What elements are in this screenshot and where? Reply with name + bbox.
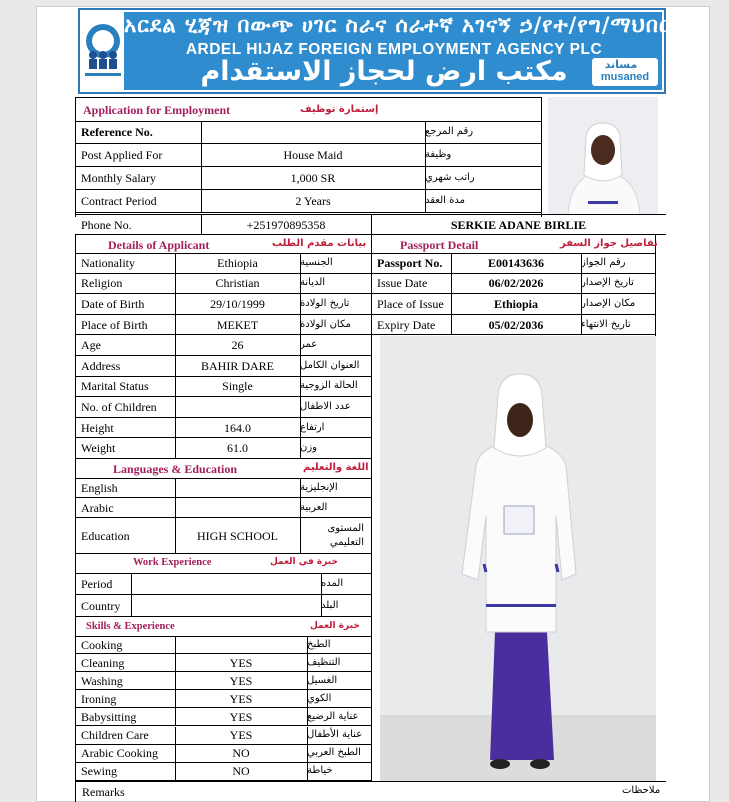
applicant-row-label: Date of Birth — [81, 296, 145, 311]
application-row — [75, 144, 542, 167]
applicant-row-value: 29/10/1999 — [210, 296, 265, 311]
passport-row-value: E00143636 — [487, 255, 544, 270]
applicant-row — [75, 418, 372, 439]
passport-row — [371, 294, 656, 315]
skill-row-value: YES — [229, 709, 253, 724]
application-row-value: 1,000 SR — [290, 171, 336, 185]
application-row-value: 2 Years — [295, 194, 331, 208]
work-row-value — [131, 595, 321, 616]
applicant-full-body-photo — [380, 336, 656, 782]
skill-row-label: Ironing — [81, 691, 117, 706]
passport-row-label-ar: تاريخ الانتهاء — [581, 318, 631, 330]
work-row-label-ar: البلد — [321, 599, 339, 611]
phone-value: +251970895358 — [246, 217, 326, 232]
applicant-row-label: No. of Children — [81, 399, 157, 414]
applicant-row — [75, 315, 372, 336]
language-row-label: English — [81, 480, 118, 495]
work-row-label: Period — [81, 576, 113, 591]
passport-row — [371, 274, 656, 295]
applicant-row-label-ar: تاريخ الولادة — [300, 297, 350, 309]
skill-row — [75, 727, 372, 745]
applicant-row-label: Marital Status — [81, 379, 149, 394]
skill-row-label: Sewing — [81, 764, 117, 779]
skill-row-label: Washing — [81, 673, 123, 688]
skill-row-value: NO — [232, 764, 250, 779]
application-row-label: Post Applied For — [81, 148, 163, 162]
applicant-row-label: Weight — [81, 441, 116, 456]
applicant-name: SERKIE ADANE BIRLIE — [450, 217, 587, 232]
phone-label: Phone No. — [81, 217, 132, 232]
skill-row-value: YES — [229, 691, 253, 706]
applicant-row — [75, 438, 372, 459]
application-row — [75, 190, 542, 213]
applicant-row — [75, 377, 372, 398]
application-row — [75, 167, 542, 190]
applicant-portrait-photo — [548, 97, 658, 215]
remarks-label-ar: ملاحظات — [622, 785, 661, 796]
applicant-row-label: Age — [81, 338, 101, 353]
applicant-section-title-ar: بيانات مقدم الطلب — [272, 238, 367, 249]
language-row-value — [175, 478, 300, 497]
languages-section-title-ar: اللغة والتعليم — [303, 462, 369, 473]
skill-row — [75, 745, 372, 763]
passport-row-label: Place of Issue — [377, 296, 444, 311]
musaned-logo-ar: مساند — [604, 58, 638, 71]
applicant-row-label-ar: الجنسية — [300, 256, 333, 268]
passport-row-value: Ethiopia — [493, 296, 538, 311]
applicant-row — [75, 335, 372, 356]
language-row-label-ar: العربية — [300, 501, 328, 513]
skill-row-value: YES — [229, 655, 253, 670]
language-row-value: HIGH SCHOOL — [197, 528, 278, 543]
musaned-logo — [592, 58, 658, 86]
applicant-section-title: Details of Applicant — [108, 238, 210, 252]
applicant-row — [75, 397, 372, 418]
passport-row-label: Passport No. — [377, 255, 443, 270]
applicant-row-value: Ethiopia — [217, 255, 258, 270]
applicant-row-label: Place of Birth — [81, 317, 148, 332]
applicant-row-label-ar: الديانة — [300, 277, 326, 289]
passport-section-title: Passport Detail — [400, 238, 479, 252]
skill-row — [75, 708, 372, 726]
application-row-label-ar: رقم المرجع — [425, 126, 474, 137]
applicant-row-value: 61.0 — [227, 441, 248, 456]
skill-row-label-ar: الكوي — [307, 692, 332, 704]
work-section-title-ar: خبرة في العمل — [270, 557, 338, 567]
applicant-row-label-ar: العنوان الكامل — [300, 359, 360, 371]
passport-row-value: 06/02/2026 — [488, 276, 544, 291]
applicant-row — [75, 294, 372, 315]
passport-row-label-ar: رقم الجواز — [581, 256, 626, 268]
work-row-label-ar: المده — [321, 577, 344, 589]
agency-name-arabic: مكتب ارض لحجاز الاستقدام — [200, 56, 568, 87]
skill-row-label: Babysitting — [81, 709, 137, 724]
passport-row-label: Issue Date — [377, 276, 428, 291]
skill-row — [75, 763, 372, 781]
skills-section-title-ar: خبرة العمل — [310, 621, 360, 631]
skill-row — [75, 690, 372, 708]
passport-row-label: Expiry Date — [377, 317, 436, 332]
passport-row — [371, 315, 656, 336]
agency-name-english: ARDEL HIJAZ FOREIGN EMPLOYMENT AGENCY PLC — [185, 41, 603, 58]
applicant-row-label: Religion — [81, 276, 123, 291]
phone-row — [75, 214, 666, 235]
work-section-title: Work Experience — [133, 557, 212, 568]
application-row-label-ar: راتب شهري — [425, 172, 475, 183]
applicant-row-value: Single — [222, 379, 253, 394]
passport-row-label-ar: مكان الإصدار — [581, 297, 636, 309]
skill-row-value: YES — [229, 673, 253, 688]
skill-row-label-ar: الغسيل — [307, 674, 338, 686]
remarks-label: Remarks — [82, 785, 125, 799]
language-row-label-ar: المستوى التعليمي — [327, 522, 364, 548]
applicant-row-label: Nationality — [81, 255, 135, 270]
passport-row-label-ar: تاريخ الإصدار — [581, 277, 634, 289]
work-row — [75, 595, 372, 617]
skill-row-value: YES — [229, 728, 253, 743]
skill-row-value: NO — [232, 746, 250, 761]
skill-row-label-ar: التنظيف — [307, 656, 341, 668]
work-row-label: Country — [81, 598, 121, 613]
banner-blue-panel — [124, 12, 672, 90]
application-row-value — [201, 121, 425, 143]
language-row-label: Education — [81, 528, 130, 543]
applicant-row — [75, 274, 372, 295]
applicant-row-value: BAHIR DARE — [200, 358, 274, 373]
language-row-label: Arabic — [81, 500, 114, 515]
skill-row — [75, 654, 372, 672]
skill-row — [75, 672, 372, 690]
skills-section-title: Skills & Experience — [86, 621, 175, 632]
application-row-label: Monthly Salary — [81, 171, 156, 185]
skill-row-label: Children Care — [81, 728, 149, 743]
skill-row-label-ar: الطبخ — [307, 638, 331, 650]
applicant-row-label-ar: الحالة الزوجية — [300, 380, 358, 392]
passport-row — [371, 253, 656, 274]
language-row-label-ar: الإنجليزية — [300, 481, 338, 493]
language-row — [75, 498, 372, 518]
skill-row-value — [175, 636, 307, 653]
application-row-label-ar: مدة العقد — [425, 195, 465, 206]
application-row-value: House Maid — [283, 148, 343, 162]
applicant-row-value: Christian — [215, 276, 260, 291]
applicant-row-label-ar: وزن — [300, 442, 318, 454]
applicant-row-value: 164.0 — [224, 420, 251, 435]
application-row — [75, 121, 542, 144]
skill-row-label-ar: عناية الرضيع — [307, 710, 359, 722]
skill-row-label: Cooking — [81, 637, 123, 652]
application-title-ar: إستمارة توظيف — [300, 104, 379, 115]
applicant-row-value — [175, 397, 300, 417]
language-row — [75, 518, 372, 554]
applicant-row-label: Height — [81, 420, 114, 435]
musaned-logo-en: musaned — [600, 71, 650, 83]
skill-row-label-ar: عناية الأطفال — [307, 729, 363, 741]
application-row-label: Contract Period — [81, 194, 157, 208]
applicant-row-label-ar: مكان الولادة — [300, 318, 351, 330]
applicant-row — [75, 356, 372, 377]
application-row-label: Reference No. — [81, 125, 153, 139]
skill-row-label: Cleaning — [81, 655, 125, 670]
skill-row-label-ar: خياطة — [307, 765, 333, 777]
languages-section-title: Languages & Education — [113, 462, 238, 476]
application-row-label-ar: وظيفة — [425, 149, 452, 160]
skill-row-label: Arabic Cooking — [81, 746, 158, 761]
language-row — [75, 478, 372, 498]
applicant-row-value: MEKET — [216, 317, 259, 332]
applicant-row — [75, 253, 372, 274]
passport-section-title-ar: تفاصيل جواز السفر — [560, 238, 658, 249]
agency-name-amharic: አርደል ሂጃዝ በውጭ ሀገር ስራና ሰራተኛ አገናኝ ኃ/የተ/የግ/ማህበር — [124, 13, 672, 37]
applicant-row-label-ar: عدد الاطفال — [300, 400, 351, 412]
skill-row-label-ar: الطبخ العربي — [307, 747, 361, 759]
work-row-value — [131, 573, 321, 594]
agency-logo — [81, 11, 125, 91]
applicant-row-label-ar: ارتفاع — [300, 421, 325, 433]
application-title: Application for Employment — [83, 103, 231, 117]
applicant-row-label-ar: عمر — [300, 339, 318, 351]
applicant-row-value: 26 — [231, 338, 244, 353]
language-row-value — [175, 498, 300, 517]
skill-row — [75, 636, 372, 654]
work-row — [75, 573, 372, 595]
agency-banner — [78, 8, 672, 94]
applicant-row-label: Address — [81, 358, 121, 373]
passport-row-value: 05/02/2036 — [488, 317, 544, 332]
